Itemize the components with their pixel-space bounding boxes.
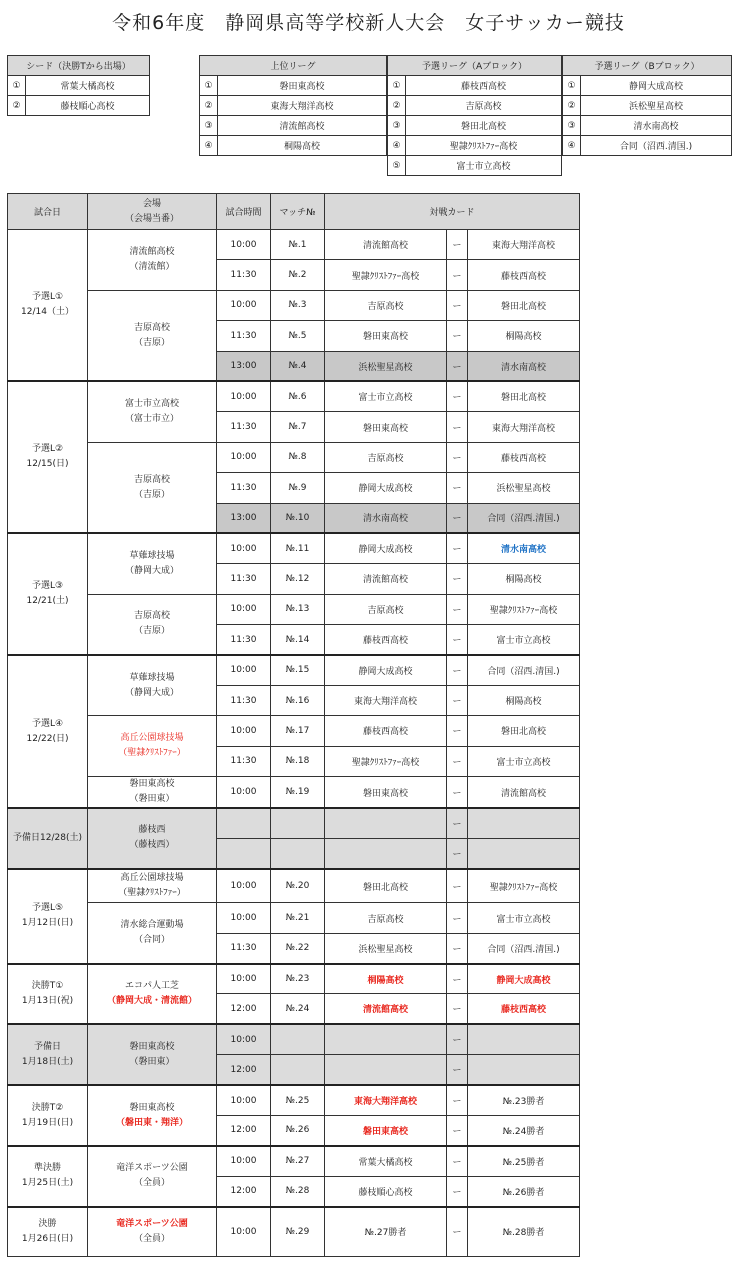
away-team-cell: 聖隷ｸﾘｽﾄﾌｧｰ高校 (468, 594, 580, 624)
match-no-cell: №.16 (271, 685, 325, 715)
table-row: ② 浜松聖星高校 (563, 96, 732, 116)
match-no-cell: №.11 (271, 533, 325, 563)
match-no-cell: №.20 (271, 869, 325, 903)
match-no-cell: №.18 (271, 746, 325, 776)
venue-cell: 草薙球技場 （静岡大成） (88, 533, 217, 594)
table-row: ② 東海大翔洋高校 (200, 96, 387, 116)
vs-dash: ー (447, 1055, 468, 1085)
match-no-cell: №.29 (271, 1207, 325, 1257)
time-cell: 10:00 (217, 533, 271, 563)
time-cell: 10:00 (217, 1146, 271, 1176)
match-no-cell: №.7 (271, 412, 325, 442)
time-cell: 11:30 (217, 321, 271, 351)
vs-dash: ー (447, 1085, 468, 1115)
home-team-cell: 東海大翔洋高校 (325, 685, 447, 715)
home-team-cell: 東海大翔洋高校 (325, 1085, 447, 1115)
table-row: ④ 桐陽高校 (200, 136, 387, 156)
away-team-cell: 清水南高校 (468, 533, 580, 563)
home-team-cell (325, 808, 447, 838)
venue-cell: 竜洋スポーツ公園 （全員） (88, 1207, 217, 1257)
seed-table (7, 55, 150, 116)
venue-cell: 藤枝西 （藤枝西） (88, 808, 217, 869)
table-row (8, 594, 580, 624)
match-no-cell: №.17 (271, 716, 325, 746)
vs-dash: ー (447, 716, 468, 746)
venue-cell: 竜洋スポーツ公園 （全員） (88, 1146, 217, 1207)
venue-cell: 磐田東高校 （磐田東） (88, 1024, 217, 1085)
away-team-cell (468, 808, 580, 838)
venue-cell: 高丘公園球技場 （聖隷ｸﾘｽﾄﾌｧｰ） (88, 716, 217, 777)
away-team-cell: 東海大翔洋高校 (468, 412, 580, 442)
table-row: ③ 清流館高校 (200, 116, 387, 136)
away-team-cell (468, 1055, 580, 1085)
home-team-cell: 清流館高校 (325, 564, 447, 594)
vs-dash: ー (447, 260, 468, 290)
day-cell: 決勝T① 1月13日(祝) (8, 964, 88, 1025)
time-cell: 10:00 (217, 1024, 271, 1054)
match-no-cell: №.1 (271, 230, 325, 260)
away-team-cell: №.24勝者 (468, 1116, 580, 1146)
home-team-cell: 桐陽高校 (325, 964, 447, 994)
away-team-cell: №.26勝者 (468, 1176, 580, 1206)
match-no-cell: №.19 (271, 777, 325, 809)
vs-dash: ー (447, 473, 468, 503)
venue-cell: 清水総合運動場 （合同） (88, 903, 217, 964)
day-cell: 準決勝 1月25日(土) (8, 1146, 88, 1207)
match-no-cell: №.12 (271, 564, 325, 594)
match-no-cell: №.9 (271, 473, 325, 503)
away-team-cell: 清流館高校 (468, 777, 580, 809)
time-cell: 11:30 (217, 625, 271, 655)
group-b-header: 予選リーグ（Bブロック） (563, 56, 732, 76)
table-row: ① 常葉大橘高校 (8, 76, 150, 96)
header-venue: 会場 （会場当番） (88, 194, 217, 230)
vs-dash: ー (447, 1116, 468, 1146)
home-team-cell: 浜松聖星高校 (325, 933, 447, 963)
vs-dash: ー (447, 230, 468, 260)
table-row: ④ 合同（沼西.清国.) (563, 136, 732, 156)
table-row: ② 吉原高校 (388, 96, 562, 116)
time-cell: 12:00 (217, 1116, 271, 1146)
away-team-cell: 聖隷ｸﾘｽﾄﾌｧｰ高校 (468, 869, 580, 903)
home-team-cell: 藤枝順心高校 (325, 1176, 447, 1206)
day-cell: 予選L⑤ 1月12日(日) (8, 869, 88, 964)
match-no-cell: №.2 (271, 260, 325, 290)
vs-dash: ー (447, 564, 468, 594)
time-cell: 10:00 (217, 230, 271, 260)
vs-dash: ー (447, 994, 468, 1024)
away-team-cell (468, 1024, 580, 1054)
home-team-cell: 吉原高校 (325, 290, 447, 320)
table-row (8, 655, 580, 685)
time-cell: 13:00 (217, 351, 271, 381)
table-row (8, 1207, 580, 1257)
table-row (8, 1146, 580, 1176)
away-team-cell: 藤枝西高校 (468, 260, 580, 290)
time-cell: 10:00 (217, 869, 271, 903)
vs-dash: ー (447, 777, 468, 809)
venue-cell: エコパ人工芝 （静岡大成・清流館） (88, 964, 217, 1025)
table-row (8, 1085, 580, 1115)
match-no-cell (271, 808, 325, 838)
away-team-cell: 桐陽高校 (468, 321, 580, 351)
vs-dash: ー (447, 351, 468, 381)
away-team-cell: 静岡大成高校 (468, 964, 580, 994)
home-team-cell: №.27勝者 (325, 1207, 447, 1257)
day-cell: 決勝 1月26日(日) (8, 1207, 88, 1257)
home-team-cell: 吉原高校 (325, 594, 447, 624)
away-team-cell: 富士市立高校 (468, 625, 580, 655)
day-cell: 予備日 1月18日(土) (8, 1024, 88, 1085)
away-team-cell: №.25勝者 (468, 1146, 580, 1176)
home-team-cell: 清流館高校 (325, 230, 447, 260)
time-cell: 11:30 (217, 473, 271, 503)
match-no-cell: №.28 (271, 1176, 325, 1206)
day-cell: 予選L① 12/14（土） (8, 230, 88, 382)
header-time: 試合時間 (217, 194, 271, 230)
match-no-cell (271, 1055, 325, 1085)
home-team-cell: 聖隷ｸﾘｽﾄﾌｧｰ高校 (325, 746, 447, 776)
away-team-cell: 合同（沼西.清国.) (468, 655, 580, 685)
match-no-cell (271, 1024, 325, 1054)
time-cell: 10:00 (217, 777, 271, 809)
away-team-cell: 磐田北高校 (468, 381, 580, 411)
table-row: ③ 清水南高校 (563, 116, 732, 136)
away-team-cell: 藤枝西高校 (468, 442, 580, 472)
vs-dash: ー (447, 964, 468, 994)
away-team-cell: №.28勝者 (468, 1207, 580, 1257)
vs-dash: ー (447, 808, 468, 838)
match-no-cell: №.13 (271, 594, 325, 624)
venue-cell: 草薙球技場 （静岡大成） (88, 655, 217, 716)
home-team-cell: 浜松聖星高校 (325, 351, 447, 381)
vs-dash: ー (447, 933, 468, 963)
venue-cell: 磐田東高校 （磐田東） (88, 777, 217, 809)
header-card: 対戦カード (325, 194, 580, 230)
match-no-cell: №.5 (271, 321, 325, 351)
vs-dash: ー (447, 1207, 468, 1257)
table-row (8, 230, 580, 260)
match-no-cell: №.25 (271, 1085, 325, 1115)
away-team-cell: 東海大翔洋高校 (468, 230, 580, 260)
home-team-cell: 磐田東高校 (325, 1116, 447, 1146)
home-team-cell: 清水南高校 (325, 503, 447, 533)
home-team-cell: 静岡大成高校 (325, 655, 447, 685)
away-team-cell: 富士市立高校 (468, 746, 580, 776)
vs-dash: ー (447, 412, 468, 442)
away-team-cell: 桐陽高校 (468, 564, 580, 594)
away-team-cell: 浜松聖星高校 (468, 473, 580, 503)
table-row (8, 716, 580, 746)
time-cell (217, 838, 271, 868)
home-team-cell: 静岡大成高校 (325, 533, 447, 563)
time-cell: 11:30 (217, 412, 271, 442)
group-a-header: 予選リーグ（Aブロック） (388, 56, 562, 76)
header-match: マッチ№ (271, 194, 325, 230)
venue-cell: 吉原高校 （吉原） (88, 594, 217, 655)
upper-header: 上位リーグ (200, 56, 387, 76)
match-no-cell: №.4 (271, 351, 325, 381)
home-team-cell: 富士市立高校 (325, 381, 447, 411)
away-team-cell: 富士市立高校 (468, 903, 580, 933)
away-team-cell (468, 838, 580, 868)
time-cell: 10:00 (217, 964, 271, 994)
away-team-cell: 桐陽高校 (468, 685, 580, 715)
vs-dash: ー (447, 1146, 468, 1176)
time-cell: 12:00 (217, 1176, 271, 1206)
table-row (8, 964, 580, 994)
vs-dash: ー (447, 869, 468, 903)
vs-dash: ー (447, 321, 468, 351)
match-no-cell: №.27 (271, 1146, 325, 1176)
day-cell: 予選L③ 12/21(土) (8, 533, 88, 655)
table-row (8, 869, 580, 903)
home-team-cell: 聖隷ｸﾘｽﾄﾌｧｰ高校 (325, 260, 447, 290)
home-team-cell: 吉原高校 (325, 903, 447, 933)
home-team-cell: 磐田北高校 (325, 869, 447, 903)
time-cell: 11:30 (217, 933, 271, 963)
vs-dash: ー (447, 1024, 468, 1054)
table-row: ③ 磐田北高校 (388, 116, 562, 136)
match-no-cell (271, 838, 325, 868)
time-cell: 10:00 (217, 290, 271, 320)
schedule-table (7, 193, 580, 1257)
match-no-cell: №.6 (271, 381, 325, 411)
upper-league-table (199, 55, 387, 156)
home-team-cell (325, 838, 447, 868)
time-cell: 11:30 (217, 685, 271, 715)
vs-dash: ー (447, 1176, 468, 1206)
time-cell: 10:00 (217, 1207, 271, 1257)
vs-dash: ー (447, 381, 468, 411)
table-row (8, 442, 580, 472)
vs-dash: ー (447, 838, 468, 868)
vs-dash: ー (447, 746, 468, 776)
venue-cell: 磐田東高校 （磐田東・翔洋） (88, 1085, 217, 1146)
table-row: ① 藤枝西高校 (388, 76, 562, 96)
table-row (8, 1024, 580, 1054)
vs-dash: ー (447, 594, 468, 624)
match-no-cell: №.26 (271, 1116, 325, 1146)
vs-dash: ー (447, 685, 468, 715)
home-team-cell (325, 1055, 447, 1085)
venue-cell: 高丘公園球技場 （聖隷ｸﾘｽﾄﾌｧｰ） (88, 869, 217, 903)
away-team-cell: 合同（沼西.清国.) (468, 503, 580, 533)
table-row (8, 381, 580, 411)
vs-dash: ー (447, 903, 468, 933)
vs-dash: ー (447, 533, 468, 563)
match-no-cell: №.14 (271, 625, 325, 655)
away-team-cell: №.23勝者 (468, 1085, 580, 1115)
table-row: ① 静岡大成高校 (563, 76, 732, 96)
table-row: ② 藤枝順心高校 (8, 96, 150, 116)
vs-dash: ー (447, 655, 468, 685)
day-cell: 予選L② 12/15(日) (8, 381, 88, 533)
time-cell: 10:00 (217, 655, 271, 685)
table-row: ④ 聖隷ｸﾘｽﾄﾌｧｰ高校 (388, 136, 562, 156)
home-team-cell: 静岡大成高校 (325, 473, 447, 503)
venue-cell: 吉原高校 （吉原） (88, 442, 217, 533)
time-cell: 10:00 (217, 903, 271, 933)
match-no-cell: №.15 (271, 655, 325, 685)
time-cell: 10:00 (217, 381, 271, 411)
venue-cell: 清流館高校 （清流館） (88, 230, 217, 291)
table-row (8, 533, 580, 563)
venue-cell: 富士市立高校 （富士市立） (88, 381, 217, 442)
table-row: ⑤ 富士市立高校 (388, 156, 562, 176)
vs-dash: ー (447, 442, 468, 472)
vs-dash: ー (447, 625, 468, 655)
home-team-cell: 清流館高校 (325, 994, 447, 1024)
away-team-cell: 清水南高校 (468, 351, 580, 381)
match-no-cell: №.10 (271, 503, 325, 533)
table-row (8, 808, 580, 838)
venue-cell: 吉原高校 （吉原） (88, 290, 217, 381)
group-a-table (387, 55, 562, 176)
match-no-cell: №.23 (271, 964, 325, 994)
match-no-cell: №.21 (271, 903, 325, 933)
time-cell: 12:00 (217, 994, 271, 1024)
table-row (8, 290, 580, 320)
away-team-cell: 合同（沼西.清国.) (468, 933, 580, 963)
vs-dash: ー (447, 503, 468, 533)
home-team-cell: 磐田東高校 (325, 321, 447, 351)
time-cell: 12:00 (217, 1055, 271, 1085)
table-row (8, 903, 580, 933)
home-team-cell (325, 1024, 447, 1054)
away-team-cell: 藤枝西高校 (468, 994, 580, 1024)
match-no-cell: №.24 (271, 994, 325, 1024)
day-cell: 予選L④ 12/22(日) (8, 655, 88, 808)
match-no-cell: №.22 (271, 933, 325, 963)
time-cell: 10:00 (217, 1085, 271, 1115)
home-team-cell: 藤枝西高校 (325, 716, 447, 746)
table-row: ① 磐田東高校 (200, 76, 387, 96)
time-cell: 10:00 (217, 594, 271, 624)
time-cell: 11:30 (217, 260, 271, 290)
home-team-cell: 吉原高校 (325, 442, 447, 472)
time-cell: 11:30 (217, 746, 271, 776)
home-team-cell: 磐田東高校 (325, 777, 447, 809)
seed-header: シード（決勝Tから出場） (8, 56, 150, 76)
table-row (8, 777, 580, 809)
home-team-cell: 藤枝西高校 (325, 625, 447, 655)
page-title: 令和6年度 静岡県高等学校新人大会 女子サッカー競技 (112, 12, 625, 34)
home-team-cell: 磐田東高校 (325, 412, 447, 442)
away-team-cell: 磐田北高校 (468, 290, 580, 320)
match-no-cell: №.8 (271, 442, 325, 472)
group-b-table (562, 55, 732, 156)
time-cell: 10:00 (217, 442, 271, 472)
header-date: 試合日 (8, 194, 88, 230)
match-no-cell: №.3 (271, 290, 325, 320)
away-team-cell: 磐田北高校 (468, 716, 580, 746)
time-cell: 11:30 (217, 564, 271, 594)
time-cell (217, 808, 271, 838)
time-cell: 13:00 (217, 503, 271, 533)
home-team-cell: 常葉大橘高校 (325, 1146, 447, 1176)
vs-dash: ー (447, 290, 468, 320)
day-cell: 予備日12/28(土) (8, 808, 88, 869)
time-cell: 10:00 (217, 716, 271, 746)
day-cell: 決勝T② 1月19日(日) (8, 1085, 88, 1146)
